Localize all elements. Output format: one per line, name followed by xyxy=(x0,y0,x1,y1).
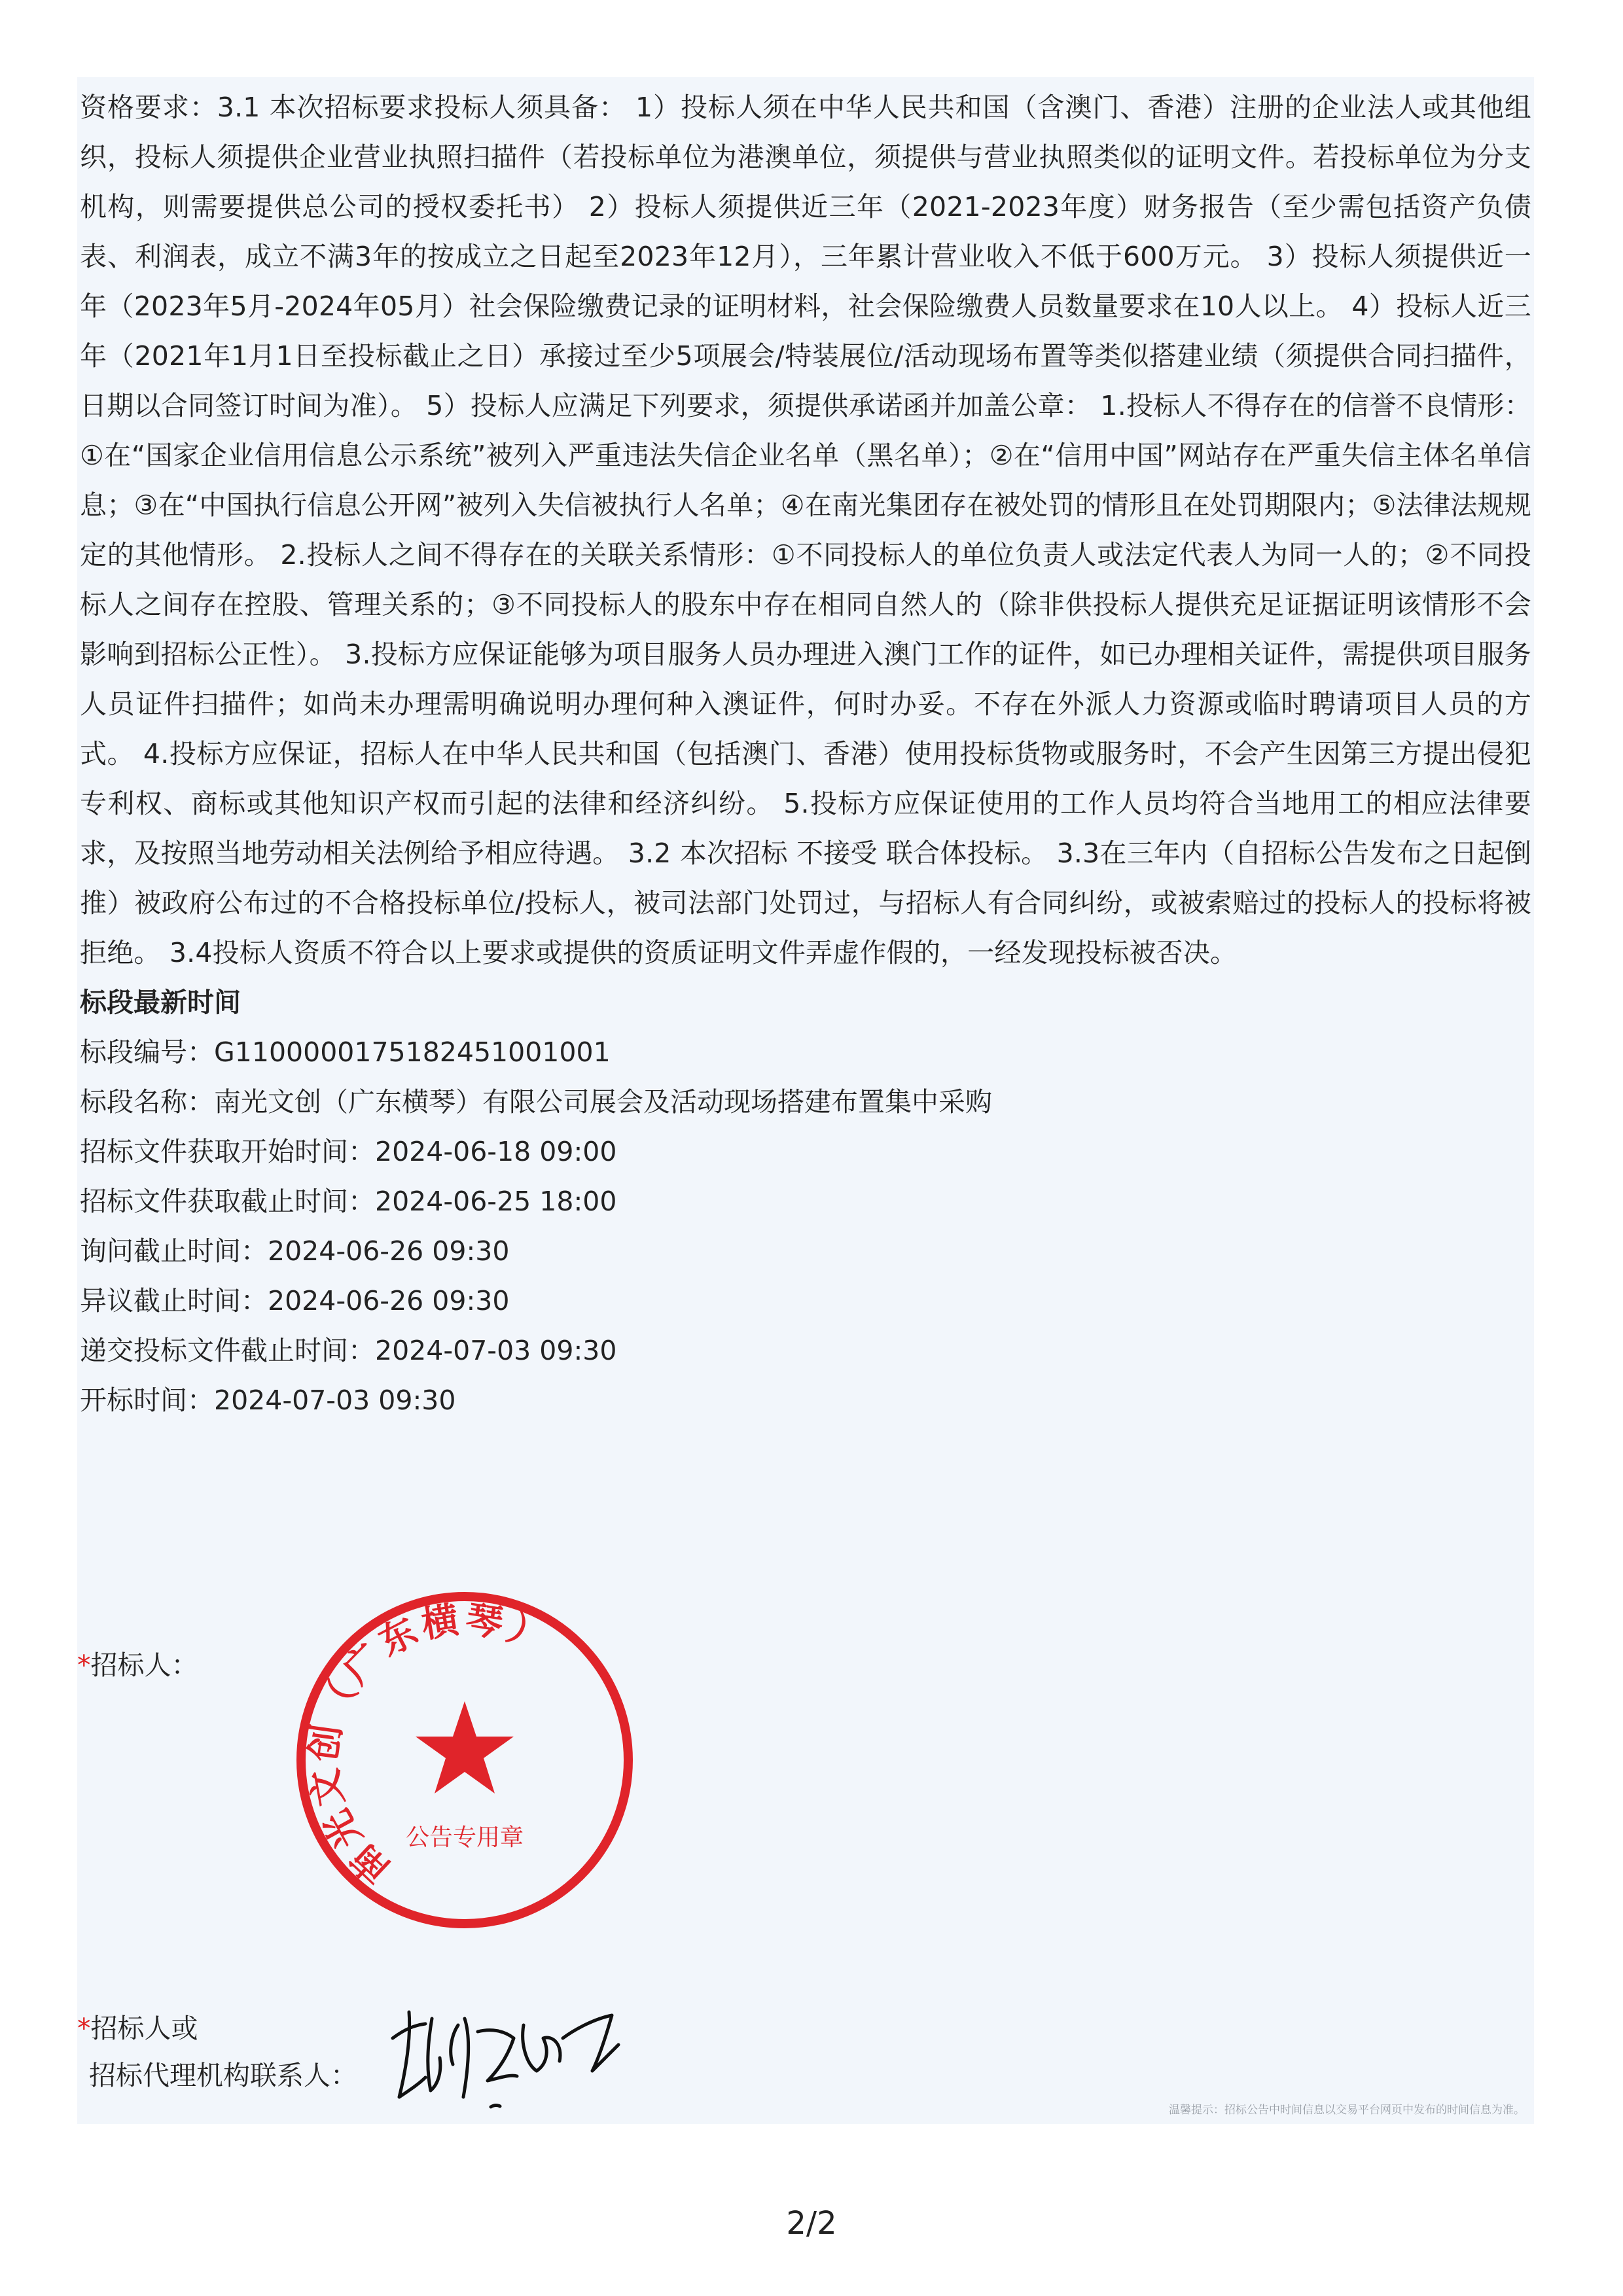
section-number: 标段编号：G11000001751824510010​01 xyxy=(80,1036,611,1068)
signer-label-text: 招标人： xyxy=(90,1650,198,1681)
doc-start-time: 招标文件获取开始时间：2024-06-18 09:00 xyxy=(80,1136,617,1167)
contact-label-line1: 招标人或 xyxy=(90,2013,198,2044)
document-content xyxy=(77,82,1534,1425)
seal-star-icon xyxy=(416,1701,514,1793)
qualification-requirements: 资格要求：3.1 本次招标要求投标人须具备： 1）投标人须在中华人民共和国（含澳门、香港）注册的企业法人或其他组织，投标人须提供企业营业执照扫描件（若投标单位为港澳单位，须提供与营业执照类似的证明文件。若投标单位为分支机构，则需要提供总公司的授权委托书） 2）投标人须提供近三年（2021-2023年度）财务报告（至少需包括资产负债表、利润表，成立不满3年的按成立之日起至2023年12月），三年累计营业收入不低于600万元。 3）投标人须提供近一年（2023年5月-2024年05月）社会保险缴费记录的证明材料，社会保险缴费人员数量要求在10人以上。 4）投标人近三年（2021年1月1日至投标截止之日）承接过至少5项展会/特装展位/活动现场布置等类似搭建业绩（须提供合同扫描件，日期以合同签订时间为准）。 5）投标人应满足下列要求，须提供承诺函并加盖公章： 1.投标人不得存在的信誉不良情形：①在“国家企业信用信息公示系统”被列入严重违法失信企业名单（黑名单）；②在“信用中国”网站存在严重失信主体名单信息；③在“中国执行信息公开网”被列入失信被执行人名单；④在南光集团存在被处罚的情形且在处罚期限内；⑤法律法规规定的其他情形。 2.投标人之间不得存在的关联关系情形：①不同投标人的单位负责人或法定代表人为同一人的；②不同投标人之间存在控股、管理关系的；③不同投标人的股东中存在相同自然人的（除非供投标人提供充足证据证明该情形不会影响到招标公正性）。 3.投标方应保证能够为项目服务人员办理进入澳门工作的证件，如已办理相关证件，需提供项目服务人员证件扫描件；如尚未办理需明确说明办理何种入澳证件，何时办妥。不存在外派人力资源或临时聘请项目人员的方式。 4.投标方应保证，招标人在中华人民共和国（包括澳门、香港）使用投标货物或服务时，不会产生因第三方提出侵犯专利权、商标或其他知识产权而引起的法律和经济纠纷。 5.投标方应保证使用的工作人员均符合当地用工的相应法律要求，及按照当地劳动相关法例给予相应待遇。 3.2 本次招标 不接受 联合体投标。 3.3在三年内（自招标公告发布之日起倒推）被政府公布过的不合格投标单位/投标人，被司法部门处罚过，与招标人有合同纠纷，或被索赔过的投标人的投标将被拒绝。 3.4投标人资质不符合以上要求或提供的资质证明文件弄虚作假的，一经发现投标被否决。 xyxy=(80,92,1531,968)
seal-company-name: 南光文创（广东横琴）有限公司 xyxy=(302,1598,556,1892)
section-name: 标段名称：南光文创（广东横琴）有限公司展会及活动现场搭建布置集中采购 xyxy=(80,1086,992,1118)
page-number: 2/2 xyxy=(786,2205,837,2242)
signer-label xyxy=(77,1646,198,1685)
bid-opening-time: 开标时间：2024-07-03 09:30 xyxy=(80,1385,456,1416)
submission-deadline: 递交投标文件截止时间：2024-07-03 09:30 xyxy=(80,1335,617,1366)
doc-end-time: 招标文件获取截止时间：2024-06-25 18:00 xyxy=(80,1186,617,1217)
footer-tip: 温馨提示：招标公告中时间信息以交易平台网页中发布的时间信息为准。 xyxy=(1169,2104,1525,2117)
contact-label xyxy=(77,2005,357,2099)
seal-caption: 公告专用章 xyxy=(405,1824,524,1851)
required-asterisk: * xyxy=(77,2013,91,2044)
required-asterisk: * xyxy=(77,1650,91,1681)
objection-deadline: 异议截止时间：2024-06-26 09:30 xyxy=(80,1285,510,1316)
official-seal xyxy=(291,1587,638,1934)
section-heading: 标段最新时间 xyxy=(80,987,241,1018)
handwritten-signature xyxy=(380,1999,628,2117)
contact-label-line2: 招标代理机构联系人： xyxy=(89,2060,357,2091)
inquiry-deadline: 询问截止时间：2024-06-26 09:30 xyxy=(80,1235,510,1267)
